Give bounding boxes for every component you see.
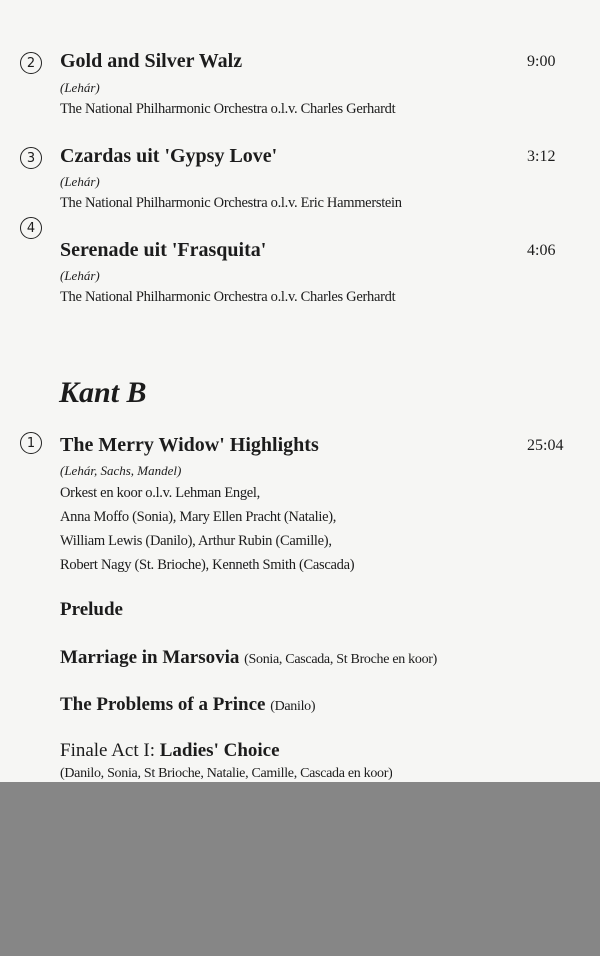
track-performer: The National Philharmonic Orchestra o.l.v. Charles Gerhardt xyxy=(60,101,396,117)
track-composer: (Lehár, Sachs, Mandel) xyxy=(60,463,182,478)
track-number-badge: 3 xyxy=(20,147,42,169)
track-number-badge: 2 xyxy=(20,52,42,74)
track-title: The Merry Widow' Highlights xyxy=(60,434,319,456)
section-marsovia xyxy=(60,647,437,669)
track-duration: 9:00 xyxy=(527,53,556,70)
section-singers: (Danilo, Sonia, St Brioche, Natalie, Camille, Cascada en koor) xyxy=(60,766,393,781)
track-title: Gold and Silver Walz xyxy=(60,50,243,72)
track-duration: 3:12 xyxy=(527,148,556,165)
track-performer: The National Philharmonic Orchestra o.l.v. Charles Gerhardt xyxy=(60,289,396,305)
credit-line: William Lewis (Danilo), Arthur Rubin (Camille), xyxy=(60,533,332,549)
track-title: Serenade uit 'Frasquita' xyxy=(60,239,267,261)
credit-line: Orkest en koor o.l.v. Lehman Engel, xyxy=(60,485,260,501)
scan-gray-area xyxy=(0,782,600,956)
track-number-badge: 1 xyxy=(20,432,42,454)
section-singers: (Sonia, Cascada, St Broche en koor) xyxy=(244,652,437,667)
section-title: Marriage in Marsovia xyxy=(60,647,240,668)
section-title: Ladies' Choice xyxy=(159,740,280,761)
track-performer: The National Philharmonic Orchestra o.l.v. Eric Hammerstein xyxy=(60,195,402,211)
track-title: Czardas uit 'Gypsy Love' xyxy=(60,145,278,167)
track-number-badge: 4 xyxy=(20,217,42,239)
track-duration: 4:06 xyxy=(527,242,556,259)
credit-line: Robert Nagy (St. Brioche), Kenneth Smith (Cascada) xyxy=(60,557,355,573)
section-prefix: Finale Act I: xyxy=(60,740,160,761)
track-composer: (Lehár) xyxy=(60,268,100,283)
credit-line: Anna Moffo (Sonia), Mary Ellen Pracht (Natalie), xyxy=(60,509,337,525)
track-composer: (Lehár) xyxy=(60,80,100,95)
track-duration: 25:04 xyxy=(527,437,564,454)
section-prelude: Prelude xyxy=(60,599,123,620)
section-prince xyxy=(60,694,315,716)
section-title: The Problems of a Prince xyxy=(60,694,266,715)
section-finale xyxy=(60,740,280,762)
track-composer: (Lehár) xyxy=(60,174,100,189)
section-singers: (Danilo) xyxy=(270,699,316,714)
side-b-heading: Kant B xyxy=(59,376,147,409)
